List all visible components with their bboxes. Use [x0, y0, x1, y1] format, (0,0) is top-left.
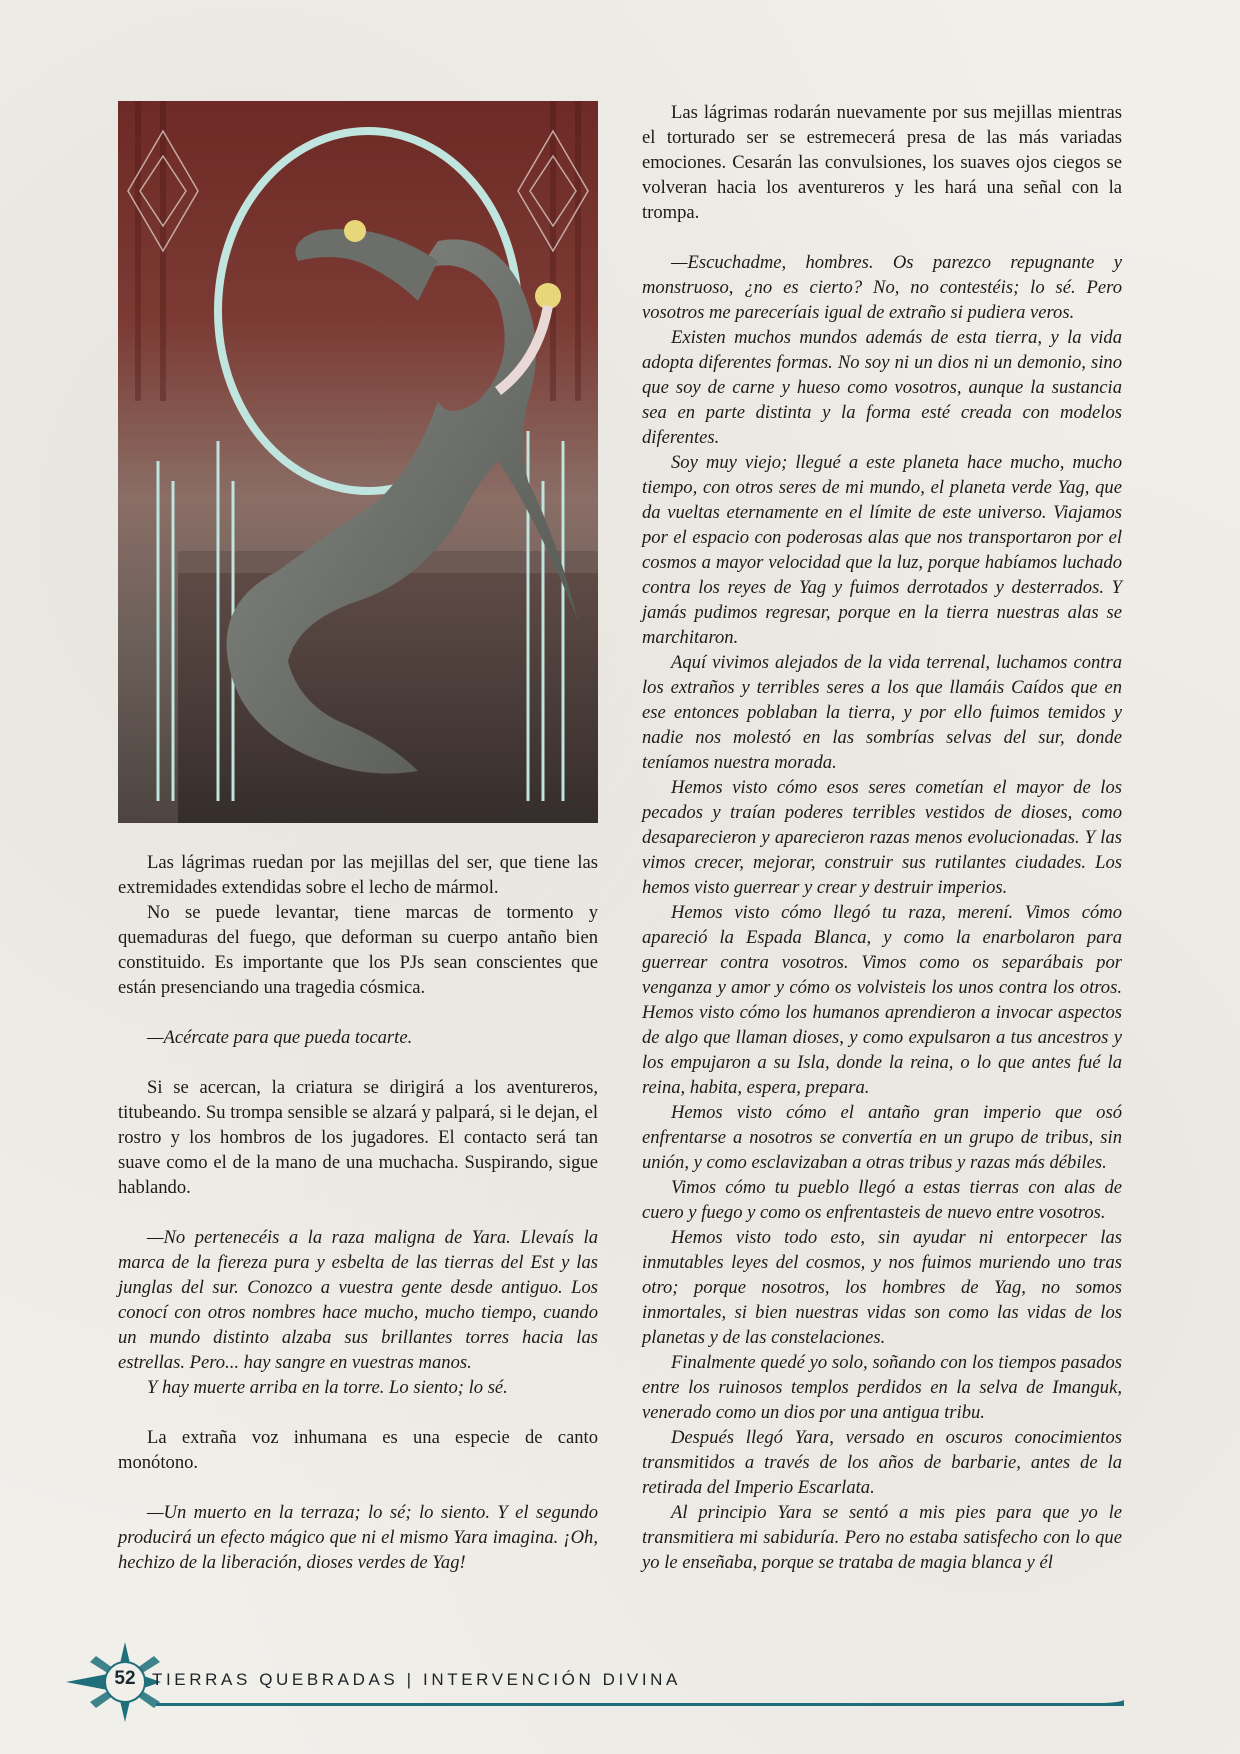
right-quote-3: Soy muy viejo; llegué a este planeta hace mucho, mucho tiempo, con otros seres de mi mundo, el planeta verde Yag, que da vueltas eternamente en el límite de este universo. Viajamos por el espacio con poderosas alas que nos transportaron por el cosmos a mayor velocidad que la luz, porque habíamos luchado contra los reyes de Yag y fuimos derrotados y desterrados. Y jamás pudimos regresar, porque en la tierra nuestras alas se marchitaron.: [642, 452, 1122, 648]
right-quote-1: —Escuchadme, hombres. Os parezco repugnante y monstruoso, ¿no es cierto? No, no contestéis; lo sé. Pero vosotros me pareceríais igual de extraño si pudiera veros.: [642, 252, 1122, 323]
right-quote-9: Hemos visto todo esto, sin ayudar ni entorpecer las inmutables leyes del cosmos, y nos fuimos muriendo uno tras otro; porque nosotros, los hombres de Yag, no somos inmortales, si bien nuestras vidas son como las vidas de los planetas y de las constelaciones.: [642, 1227, 1122, 1348]
left-column: [118, 850, 598, 1575]
right-quote-8: Vimos cómo tu pueblo llegó a estas tierras con alas de cuero y fuego y como os enfrentasteis de nuevo entre vosotros.: [642, 1177, 1122, 1223]
left-paragraph-4: La extraña voz inhumana es una especie de canto monótono.: [118, 1427, 598, 1473]
page-number: 52: [114, 1668, 136, 1689]
left-paragraph-3: Si se acercan, la criatura se dirigirá a los aventureros, titubeando. Su trompa sensible se alzará y palpará, si le dejan, el rostro y los hombros de los jugadores. El contacto será tan suave como el de la mano de una muchacha. Suspirando, sigue hablando.: [118, 1077, 598, 1198]
right-quote-10: Finalmente quedé yo solo, soñando con los tiempos pasados entre los ruinosos templos perdidos en la selva de Imanguk, venerado como un dios por una antigua tribu.: [642, 1352, 1122, 1423]
right-quote-4: Aquí vivimos alejados de la vida terrenal, luchamos contra los extraños y terribles seres a los que llamáis Caídos que en ese entonces poblaban la tierra, y por ello fuimos temidos y nadie nos molestó en las sombrías selvas del sur, donde teníamos nuestra morada.: [642, 652, 1122, 773]
left-quote-3: Y hay muerte arriba en la torre. Lo siento; lo sé.: [147, 1377, 508, 1398]
illustration-yag-creature: [118, 101, 598, 823]
right-quote-7: Hemos visto cómo el antaño gran imperio que osó enfrentarse a nosotros se convertía en un grupo de tribus, sin unión, y como esclavizaban a otras tribus y razas más débiles.: [642, 1102, 1122, 1173]
page-footer: [66, 1642, 1126, 1722]
right-quote-5: Hemos visto cómo esos seres cometían el mayor de los pecados y traían poderes terribles vestidos de dioses, como desaparecieron y aparecieron razas menos evolucionadas. Y las vimos crecer, mejorar, construir sus rutilantes ciudades. Los hemos visto guerrear y crear y destruir imperios.: [642, 777, 1122, 898]
left-quote-4: —Un muerto en la terraza; lo sé; lo siento. Y el segundo producirá un efecto mágico que ni el mismo Yara imagina. ¡Oh, hechizo de la liberación, dioses verdes de Yag!: [118, 1502, 598, 1573]
right-quote-11: Después llegó Yara, versado en oscuros conocimientos transmitidos a través de los años de barbarie, antes de la retirada del Imperio Escarlata.: [642, 1427, 1122, 1498]
right-quote-6: Hemos visto cómo llegó tu raza, merení. Vimos cómo apareció la Espada Blanca, y como la enarbolaron para guerrear contra vosotros. Vimos como os separábais por venganza y amor y cómo os volvisteis los unos contra los otros. Hemos visto cómo los humanos aprendieron a invocar aspectos de algo que llaman dioses, y como expulsaron a tus ancestros y los empujaron a su Isla, donde la reina, o lo que antes fué la reina, habita, espera, prepara.: [642, 902, 1122, 1098]
left-quote-1: —Acércate para que pueda tocarte.: [147, 1027, 413, 1048]
right-column: [642, 100, 1122, 1575]
creature-artwork: [118, 101, 598, 823]
left-paragraph-2: No se puede levantar, tiene marcas de tormento y quemaduras del fuego, que deforman su cuerpo antaño bien constituido. Es importante que los PJs sean conscientes que están presenciando una tragedia cósmica.: [118, 902, 598, 998]
right-quote-2: Existen muchos mundos además de esta tierra, y la vida adopta diferentes formas. No soy ni un dios ni un demonio, sino que soy de carne y hueso como vosotros, aunque la sustancia sea en parte distinta y la forma esté creada con modelos diferentes.: [642, 327, 1122, 448]
left-paragraph-1: Las lágrimas ruedan por las mejillas del ser, que tiene las extremidades extendidas sobre el lecho de mármol.: [118, 852, 598, 898]
footer-title: TIERRAS QUEBRADAS | INTERVENCIÓN DIVINA: [152, 1670, 681, 1689]
right-quote-12: Al principio Yara se sentó a mis pies para que yo le transmitiera mi sabiduría. Pero no estaba satisfecho con lo que yo le enseñaba, porque se trataba de magia blanca y él: [642, 1502, 1122, 1573]
footer-rule: [156, 1700, 1124, 1706]
right-paragraph-1: Las lágrimas rodarán nuevamente por sus mejillas mientras el torturado ser se estremecerá presa de las más variadas emociones. Cesarán las convulsiones, los suaves ojos ciegos se volveran hacia los aventureros y les hará una señal con la trompa.: [642, 102, 1122, 223]
left-quote-2: —No pertenecéis a la raza maligna de Yara. Llevaís la marca de la fiereza pura y esbelta de las tierras del Est y las junglas del sur. Conozco a vuestra gente desde antiguo. Los conocí con otros nombres hace mucho, mucho tiempo, cuando un mundo distinto alzaba sus brillantes torres hacia las estrellas. Pero... hay sangre en vuestras manos.: [118, 1227, 598, 1373]
